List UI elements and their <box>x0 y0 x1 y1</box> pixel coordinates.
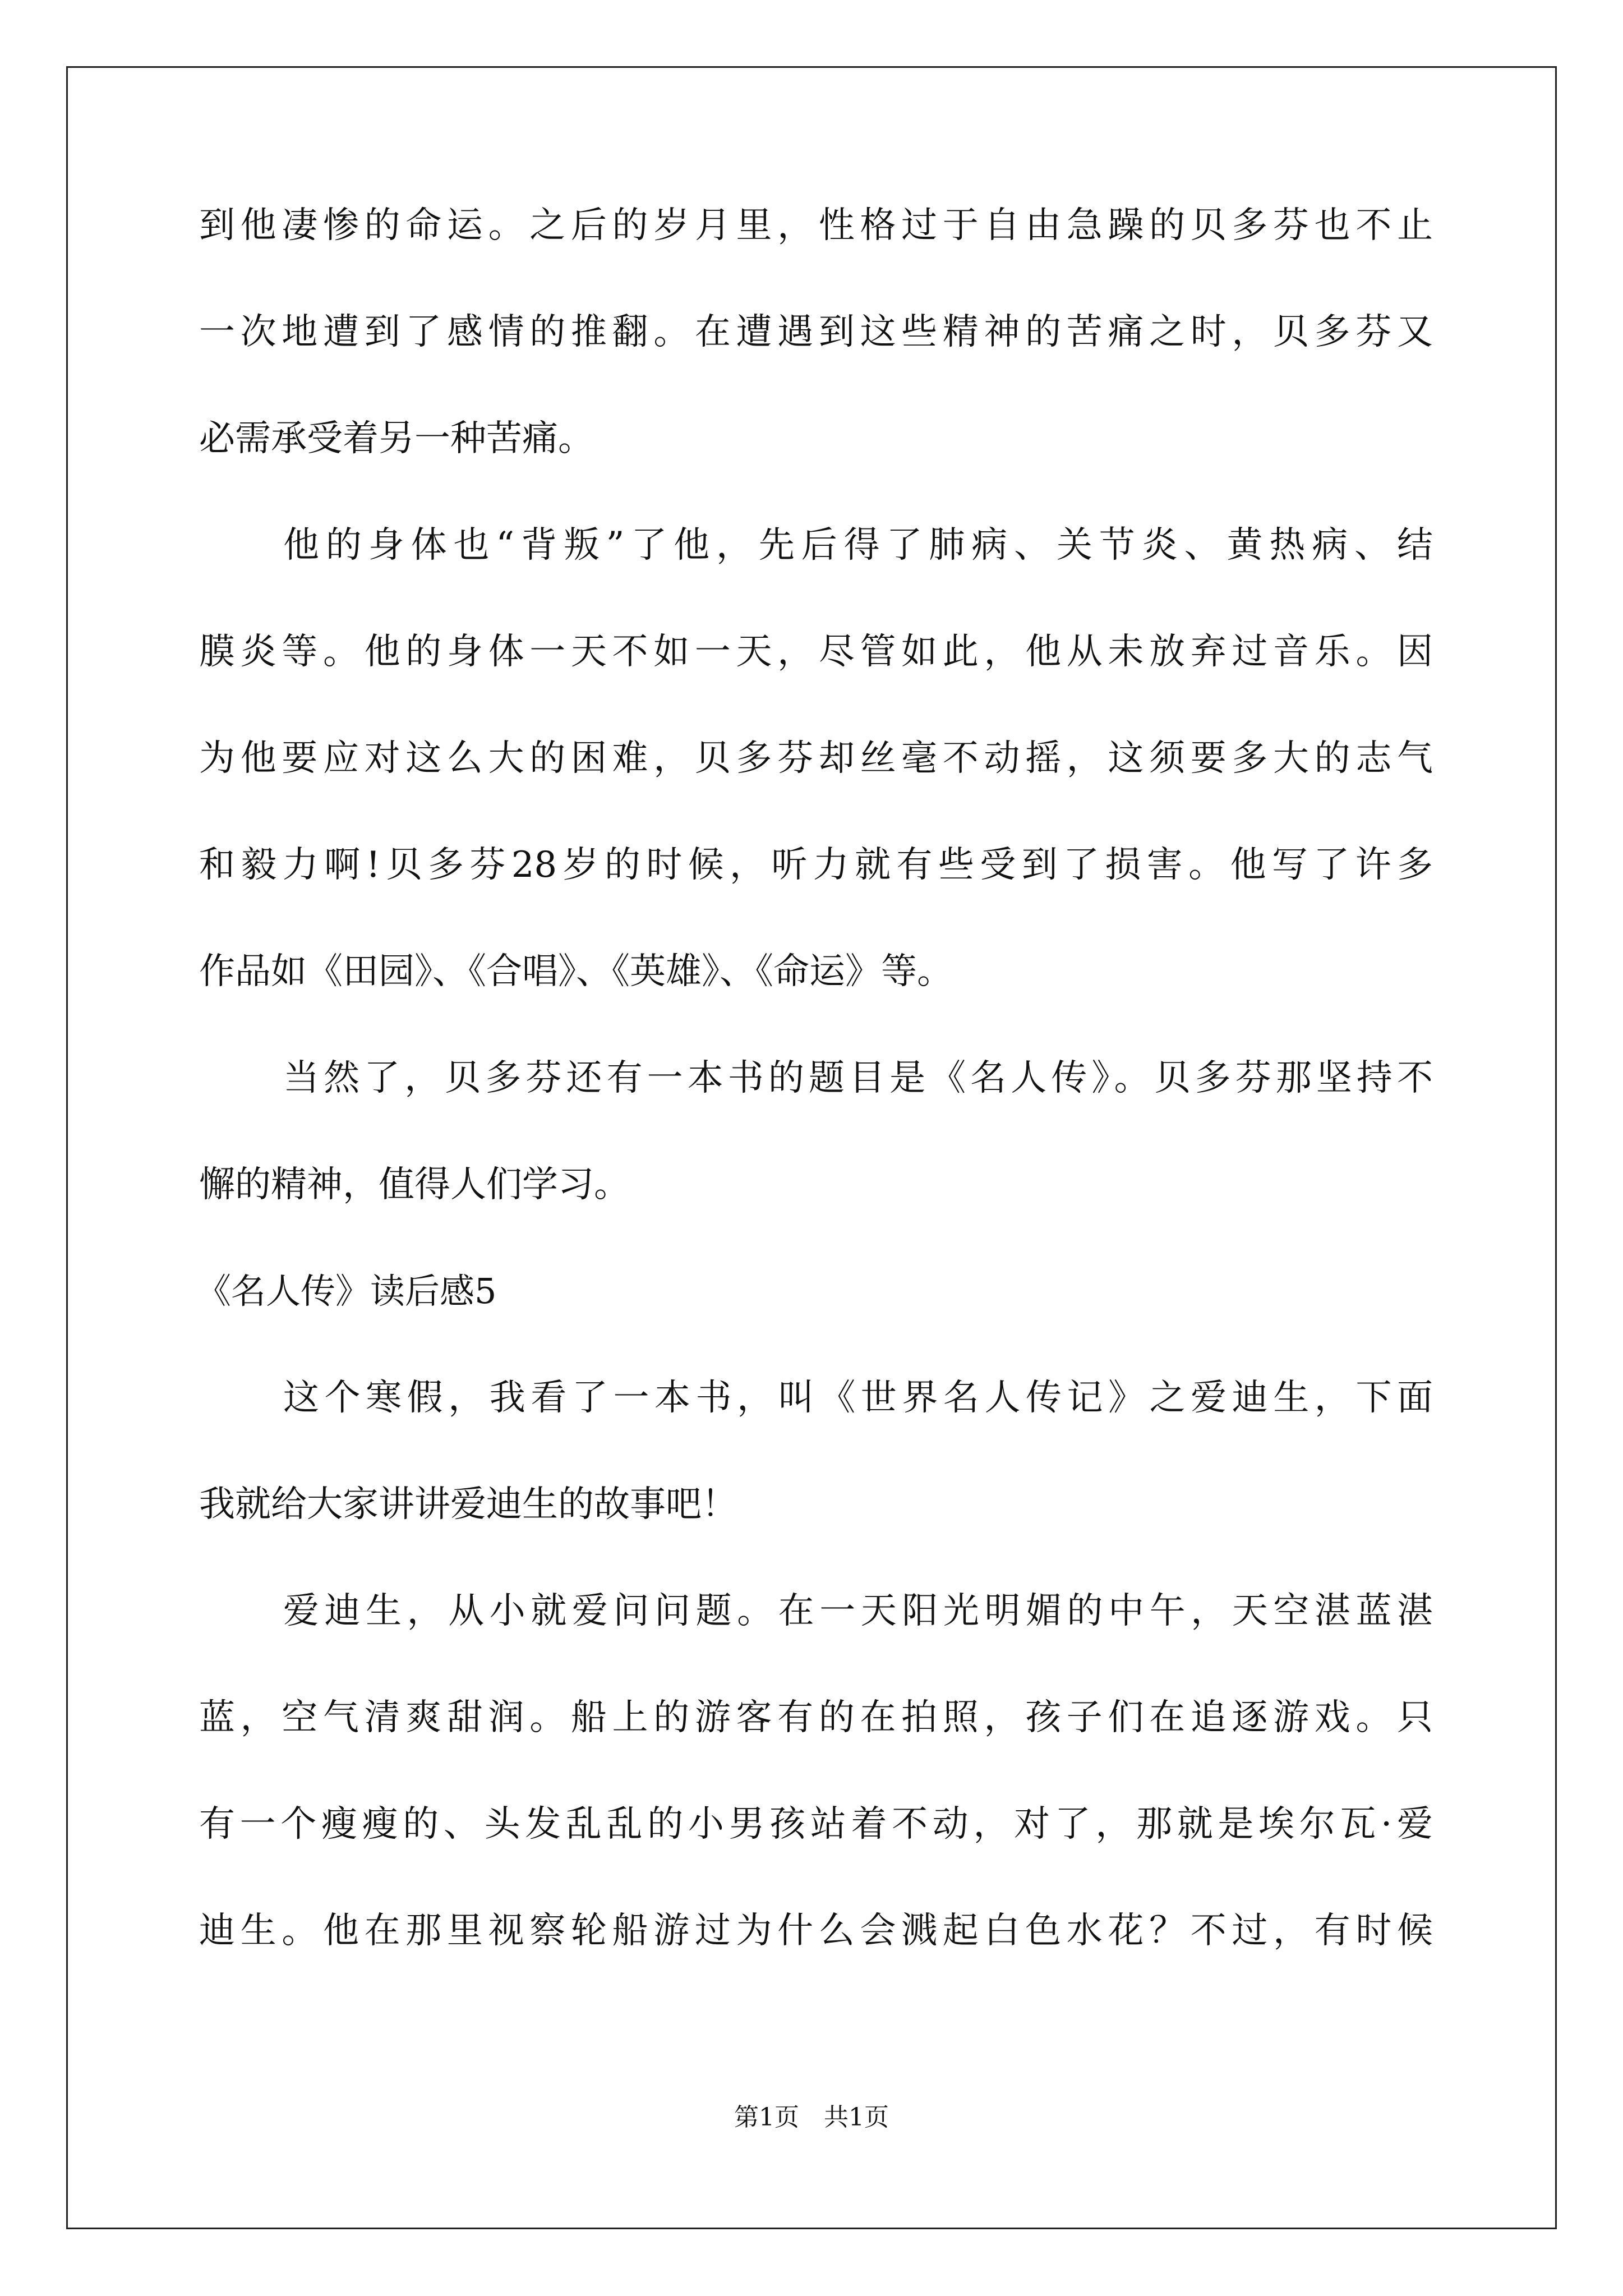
text-line: 作品如《田园》、《合唱》、《英雄》、《命运》等。 <box>199 951 953 992</box>
text-line: 懈的精神，值得人们学习。 <box>199 1164 630 1205</box>
text-line: 必需承受着另一种苦痛。 <box>199 418 594 459</box>
text-line: 蓝，空气清爽甜润。船上的游客有的在拍照，孩子们在追逐游戏。只 <box>199 1697 1433 1738</box>
text-line: 当然了，贝多芬还有一本书的题目是《名人传》。贝多芬那坚持不 <box>283 1057 1433 1099</box>
document-body <box>196 205 1433 2019</box>
text-line: 爱迪生，从小就爱问问题。在一天阳光明媚的中午，天空湛蓝湛 <box>283 1590 1433 1632</box>
text-line: 他的身体也“背叛”了他，先后得了肺病、关节炎、黄热病、结 <box>283 524 1433 566</box>
text-line: 迪生。他在那里视察轮船游过为什么会溅起白色水花？不过，有时候 <box>199 1910 1433 1952</box>
section-heading: 《名人传》读后感5 <box>196 1271 497 1312</box>
text-line: 到他凄惨的命运。之后的岁月里，性格过于自由急躁的贝多芬也不止 <box>199 205 1433 246</box>
text-line: 膜炎等。他的身体一天不如一天，尽管如此，他从未放弃过音乐。因 <box>199 631 1433 673</box>
text-line: 我就给大家讲讲爱迪生的故事吧！ <box>199 1484 737 1525</box>
page-footer: 第1页 共1页 <box>734 2103 889 2132</box>
text-line: 和毅力啊!贝多芬28岁的时候，听力就有些受到了损害。他写了许多 <box>199 844 1433 886</box>
text-line: 这个寒假，我看了一本书，叫《世界名人传记》之爱迪生，下面 <box>283 1377 1433 1419</box>
text-line: 一次地遭到了感情的推翻。在遭遇到这些精神的苦痛之时，贝多芬又 <box>199 311 1433 353</box>
text-line: 为他要应对这么大的困难，贝多芬却丝毫不动摇，这须要多大的志气 <box>199 738 1433 779</box>
text-line: 有一个瘦瘦的、头发乱乱的小男孩站着不动，对了，那就是埃尔瓦·爱 <box>199 1803 1433 1845</box>
